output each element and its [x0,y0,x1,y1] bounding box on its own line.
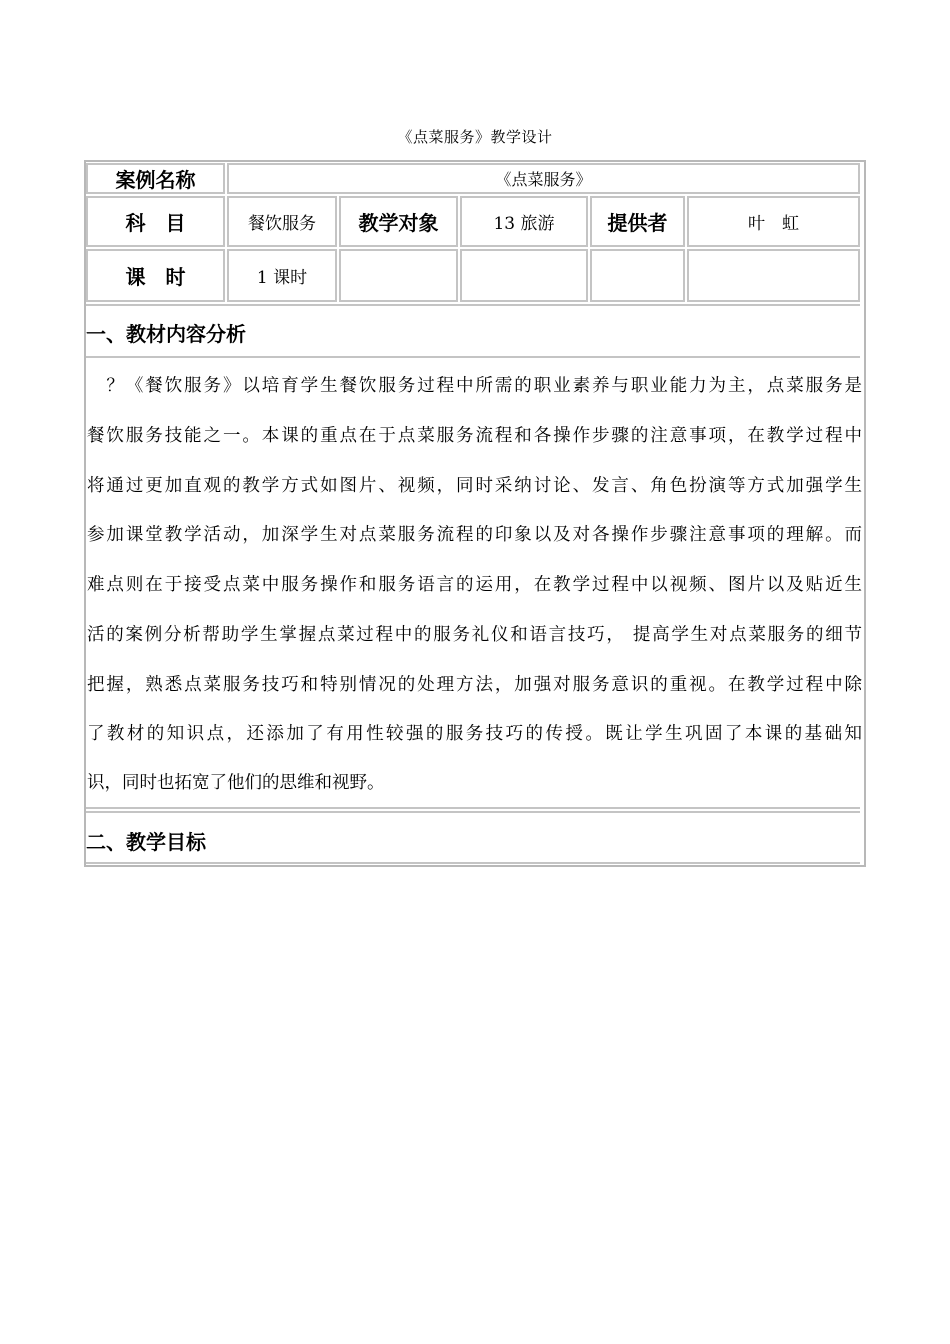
paragraph-line: 活的案例分析帮助学生掌握点菜过程中的服务礼仪和语言技巧， 提高学生对点菜服务的细节 [87,625,862,645]
paragraph-line: 将通过更加直观的教学方式如图片、视频，同时采纳讨论、发言、角色扮演等方式加强学生 [87,476,862,496]
paragraph-line: 识，同时也拓宽了他们的思维和视野。 [87,773,385,793]
paragraph-line: 参加课堂教学活动，加深学生对点菜服务流程的印象以及对各操作步骤注意事项的理解。而 [87,525,862,545]
empty-cell [590,249,685,302]
paragraph-line: 餐饮服务技能之一。本课的重点在于点菜服务流程和各操作步骤的注意事项，在教学过程中 [87,426,862,446]
document-title: 《点菜服务》教学设计 [397,128,553,146]
target-value: 13 旅游 [460,196,588,247]
paragraph-line: 把握，熟悉点菜服务技巧和特别情况的处理方法，加强对服务意识的重视。在教学过程中除 [87,675,862,695]
empty-cell [339,249,458,302]
target-label: 教学对象 [339,196,458,247]
section-heading: 二、教学目标 [86,830,206,854]
hours-label: 课 时 [86,249,225,302]
provider-value: 叶 虹 [687,196,860,247]
case-name-label: 案例名称 [86,163,225,194]
subject-value: 餐饮服务 [227,196,337,247]
paragraph-line: ？《餐饮服务》以培育学生餐饮服务过程中所需的职业素养与职业能力为主，点菜服务是 [87,376,862,396]
empty-cell [687,249,860,302]
case-name-value: 《点菜服务》 [227,163,860,194]
paragraph-line: 了教材的知识点，还添加了有用性较强的服务技巧的传授。既让学生巩固了本课的基础知 [87,724,862,744]
empty-cell [460,249,588,302]
hours-value: 1 课时 [227,249,337,302]
paragraph-line: 难点则在于接受点菜中服务操作和服务语言的运用，在教学过程中以视频、图片以及贴近生 [87,575,862,595]
subject-label: 科 目 [86,196,225,247]
provider-label: 提供者 [590,196,685,247]
section-heading: 一、教材内容分析 [86,322,246,346]
